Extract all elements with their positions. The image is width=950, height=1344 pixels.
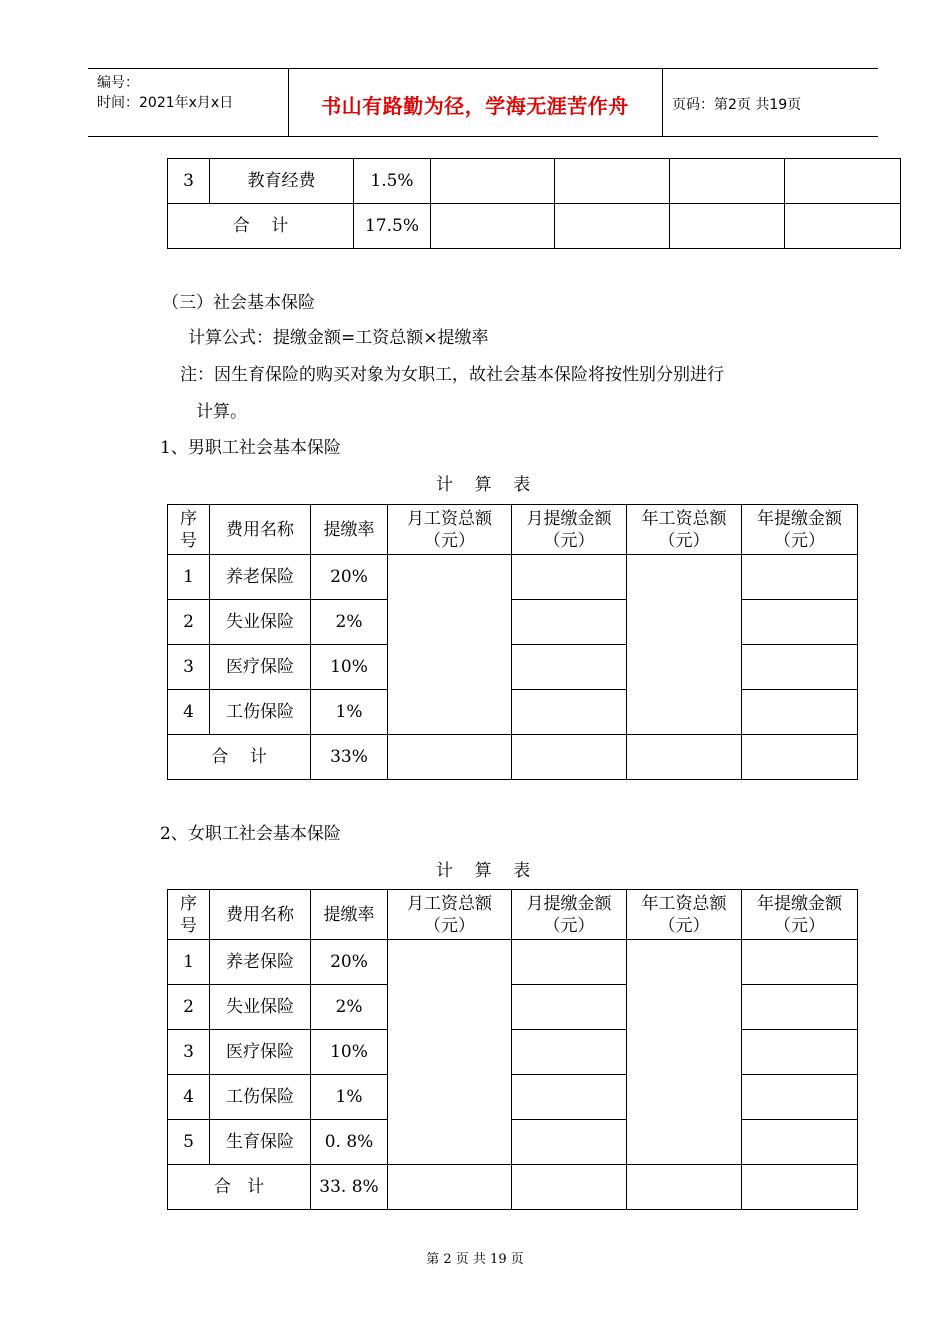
monthly-contribution-cell xyxy=(512,645,627,690)
header-divider xyxy=(662,68,663,136)
annual-wage-cell xyxy=(627,940,742,1165)
page-footer: 第 2 页 共 19 页 xyxy=(426,1252,524,1267)
table-row xyxy=(168,690,858,735)
empty-cell xyxy=(785,159,901,204)
empty-cell xyxy=(742,1165,858,1210)
row-number: 1 xyxy=(168,940,210,985)
annual-contribution-cell xyxy=(742,985,858,1030)
total-label: 合 计 xyxy=(168,204,354,249)
header-row xyxy=(168,890,858,940)
table-row xyxy=(168,600,858,645)
annual-contribution-cell xyxy=(742,1120,858,1165)
continued-table xyxy=(167,158,901,249)
row-number: 1 xyxy=(168,555,210,600)
fee-name: 工伤保险 xyxy=(210,690,311,735)
empty-cell xyxy=(512,1165,627,1210)
empty-cell xyxy=(431,159,555,204)
annual-contribution-cell xyxy=(742,600,858,645)
annual-contribution-cell xyxy=(742,1075,858,1120)
total-row xyxy=(168,1165,858,1210)
monthly-contribution-cell xyxy=(512,1030,627,1075)
table-row xyxy=(168,985,858,1030)
empty-cell xyxy=(742,735,858,780)
fee-name: 医疗保险 xyxy=(210,645,311,690)
table-row xyxy=(168,159,901,204)
row-number: 2 xyxy=(168,600,210,645)
formula-text: 计算公式：提缴金额=工资总额×提缴率 xyxy=(188,328,489,348)
monthly-contribution-cell xyxy=(512,555,627,600)
fee-name: 医疗保险 xyxy=(210,1030,311,1075)
rate-cell: 1% xyxy=(311,690,388,735)
header-top-rule xyxy=(88,68,878,69)
header-cell: 年工资总额（元） xyxy=(627,505,742,555)
row-number: 2 xyxy=(168,985,210,1030)
note-text: 注：因生育保险的购买对象为女职工，故社会基本保险将按性别分别进行 xyxy=(180,365,724,385)
header-cell: 月提缴金额（元） xyxy=(512,505,627,555)
rate-cell: 10% xyxy=(311,1030,388,1075)
total-rate: 33. 8% xyxy=(311,1165,388,1210)
annual-contribution-cell xyxy=(742,645,858,690)
table-row xyxy=(168,1120,858,1165)
note-text-continued: 计算。 xyxy=(196,402,247,422)
total-row xyxy=(168,204,901,249)
female-section-heading: 2、女职工社会基本保险 xyxy=(160,824,341,844)
male-section-heading: 1、男职工社会基本保险 xyxy=(160,438,341,458)
total-label: 合 计 xyxy=(168,1165,311,1210)
document-number-label: 编号： xyxy=(97,75,139,91)
header-cell: 月提缴金额（元） xyxy=(512,890,627,940)
monthly-contribution-cell xyxy=(512,1120,627,1165)
empty-cell xyxy=(555,159,670,204)
female-table-caption: 计 算 表 xyxy=(436,861,531,881)
monthly-wage-cell xyxy=(388,940,512,1165)
fee-name: 教育经费 xyxy=(210,159,354,204)
empty-cell xyxy=(431,204,555,249)
empty-cell xyxy=(627,1165,742,1210)
empty-cell xyxy=(785,204,901,249)
table-row xyxy=(168,940,858,985)
row-number: 5 xyxy=(168,1120,210,1165)
total-rate: 17.5% xyxy=(354,204,431,249)
header-cell: 年工资总额（元） xyxy=(627,890,742,940)
total-label: 合 计 xyxy=(168,735,311,780)
fee-name: 失业保险 xyxy=(210,600,311,645)
male-insurance-table xyxy=(167,504,858,780)
header-cell: 费用名称 xyxy=(210,505,311,555)
empty-cell xyxy=(555,204,670,249)
header-cell: 费用名称 xyxy=(210,890,311,940)
rate-cell: 1% xyxy=(311,1075,388,1120)
row-number: 3 xyxy=(168,159,210,204)
annual-contribution-cell xyxy=(742,690,858,735)
header-cell: 提缴率 xyxy=(311,505,388,555)
annual-contribution-cell xyxy=(742,555,858,600)
header-cell: 提缴率 xyxy=(311,890,388,940)
monthly-contribution-cell xyxy=(512,600,627,645)
header-cell: 年提缴金额（元） xyxy=(742,505,858,555)
rate-cell: 1.5% xyxy=(354,159,431,204)
table-row xyxy=(168,645,858,690)
monthly-contribution-cell xyxy=(512,985,627,1030)
fee-name: 养老保险 xyxy=(210,555,311,600)
total-row xyxy=(168,735,858,780)
fee-name: 失业保险 xyxy=(210,985,311,1030)
section-title: （三）社会基本保险 xyxy=(162,293,315,313)
rate-cell: 20% xyxy=(311,940,388,985)
row-number: 4 xyxy=(168,1075,210,1120)
row-number: 3 xyxy=(168,1030,210,1075)
table-row xyxy=(168,1075,858,1120)
empty-cell xyxy=(512,735,627,780)
rate-cell: 0. 8% xyxy=(311,1120,388,1165)
rate-cell: 2% xyxy=(311,985,388,1030)
row-number: 4 xyxy=(168,690,210,735)
table-row xyxy=(168,1030,858,1075)
empty-cell xyxy=(388,735,512,780)
male-table-caption: 计 算 表 xyxy=(436,475,531,495)
empty-cell xyxy=(670,159,785,204)
monthly-contribution-cell xyxy=(512,940,627,985)
fee-name: 养老保险 xyxy=(210,940,311,985)
document-date: 时间：2021年x月x日 xyxy=(97,95,234,111)
rate-cell: 10% xyxy=(311,645,388,690)
female-insurance-table xyxy=(167,889,858,1210)
header-bottom-rule xyxy=(88,136,878,137)
row-number: 3 xyxy=(168,645,210,690)
header-motto: 书山有路勤为径，学海无涯苦作舟 xyxy=(321,94,629,118)
header-row xyxy=(168,505,858,555)
monthly-contribution-cell xyxy=(512,1075,627,1120)
header-cell: 序号 xyxy=(168,890,210,940)
header-cell: 月工资总额（元） xyxy=(388,890,512,940)
total-rate: 33% xyxy=(311,735,388,780)
annual-contribution-cell xyxy=(742,940,858,985)
fee-name: 生育保险 xyxy=(210,1120,311,1165)
rate-cell: 2% xyxy=(311,600,388,645)
fee-name: 工伤保险 xyxy=(210,1075,311,1120)
annual-wage-cell xyxy=(627,555,742,735)
table-row xyxy=(168,555,858,600)
empty-cell xyxy=(670,204,785,249)
header-cell: 月工资总额（元） xyxy=(388,505,512,555)
empty-cell xyxy=(388,1165,512,1210)
annual-contribution-cell xyxy=(742,1030,858,1075)
page-code: 页码：第2页 共19页 xyxy=(672,97,802,113)
empty-cell xyxy=(627,735,742,780)
header-cell: 年提缴金额（元） xyxy=(742,890,858,940)
monthly-contribution-cell xyxy=(512,690,627,735)
rate-cell: 20% xyxy=(311,555,388,600)
monthly-wage-cell xyxy=(388,555,512,735)
header-cell: 序号 xyxy=(168,505,210,555)
